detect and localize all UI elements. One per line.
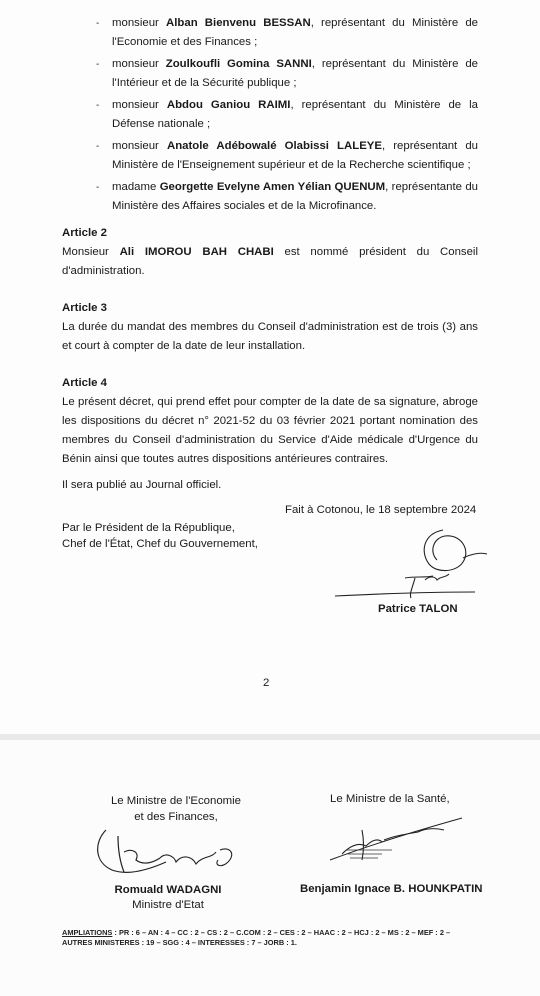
- article-body: La durée du mandat des membres du Conseil d'administration est de trois (3) ans et court à compter de la date de leur installation.: [62, 321, 478, 352]
- member-prefix: monsieur: [112, 58, 159, 70]
- article-body: Le présent décret, qui prend effet pour compter de la date de sa signature, abroge les dispositions du décret n° 2021-52 du 03 février 2021 portant nomination des membres du Conseil d'administration du Service d'Aide médicale d'Urgence du Bénin ainsi que toutes autres dispositions antérieures contraires.: [62, 396, 478, 465]
- member-name: Anatole Adébowalé Olabissi LALEYE: [166, 140, 382, 152]
- member-item: [96, 55, 478, 93]
- member-item: [96, 137, 478, 175]
- president-label: Par le Président de la République, Chef de l'État, Chef du Gouvernement,: [62, 522, 258, 550]
- bullet-marker: -: [96, 59, 100, 70]
- member-role: , représentant du Ministère de l'Enseignement supérieur et de la Recherche scientifique ;: [112, 140, 478, 171]
- member-name: Georgette Evelyne Amen Yélian QUENUM: [159, 181, 386, 193]
- article-4: [62, 374, 478, 469]
- member-item: [96, 178, 478, 216]
- member-list: [96, 14, 478, 219]
- bullet-marker: -: [96, 18, 100, 29]
- bullet-marker: -: [96, 100, 100, 111]
- member-item: [96, 96, 478, 134]
- page-number: 2: [263, 677, 270, 689]
- ampliations-label: AMPLIATIONS: [62, 928, 113, 937]
- ampliations-list: : PR : 6 – AN : 4 – CC : 2 – CS : 2 – C.COM : 2 – CES : 2 – HAAC : 2 – HCJ : 2 – MS : 2 – MEF : 2 – AUTRES MINISTERES : 19 – SGG : 4 – INTERESSES : 7 – JORB : 1.: [62, 928, 451, 947]
- president-name: Patrice TALON: [378, 603, 458, 615]
- member-role: , représentant du Ministère de l'Intérieur et de la Sécurité publique ;: [112, 58, 478, 89]
- place-date: Fait à Cotonou, le 18 septembre 2024: [285, 504, 477, 516]
- article-title: Article 3: [62, 302, 107, 314]
- bullet-marker: -: [96, 141, 100, 152]
- article-3: [62, 299, 478, 356]
- article-title: Article 2: [62, 227, 107, 239]
- member-prefix: monsieur: [112, 99, 159, 111]
- member-name: Abdou Ganiou RAIMI: [166, 99, 291, 111]
- member-prefix: madame: [112, 181, 157, 193]
- member-prefix: monsieur: [112, 17, 159, 29]
- member-prefix: monsieur: [112, 140, 159, 152]
- minister-economy-name: Romuald WADAGNI: [114, 884, 222, 896]
- minister-health-signature: [322, 810, 472, 872]
- ampliations: [62, 928, 482, 948]
- minister-economy-title: Ministre d'Etat: [132, 899, 204, 911]
- president-signature: [325, 522, 495, 604]
- article-2: [62, 224, 478, 281]
- bullet-marker: -: [96, 182, 100, 193]
- minister-health-name: Benjamin Ignace B. HOUNKPATIN: [300, 883, 483, 895]
- member-role: , représentante du Ministère des Affaires sociales et de la Microfinance.: [112, 181, 478, 212]
- minister-economy-label: Le Ministre de l'Economie et des Finances,: [110, 795, 242, 823]
- president-of-board-name: Ali IMOROU BAH CHABI: [119, 246, 274, 258]
- minister-economy-block: [113, 883, 223, 913]
- member-role: , représentant du Ministère de l'Economie et des Finances ;: [112, 17, 479, 48]
- member-role: , représentant du Ministère de la Défense nationale ;: [112, 99, 479, 130]
- article-body: Monsieur Ali IMOROU BAH CHABI est nommé président du Conseil d'administration.: [62, 246, 478, 277]
- member-item: [96, 14, 478, 52]
- minister-health-label: Le Ministre de la Santé,: [330, 793, 450, 805]
- member-name: Alban Bienvenu BESSAN: [166, 17, 311, 29]
- publication-note: Il sera publié au Journal officiel.: [62, 479, 222, 491]
- member-name: Zoulkoufli Gomina SANNI: [165, 58, 312, 70]
- article-title: Article 4: [62, 377, 107, 389]
- minister-economy-signature: [88, 822, 248, 886]
